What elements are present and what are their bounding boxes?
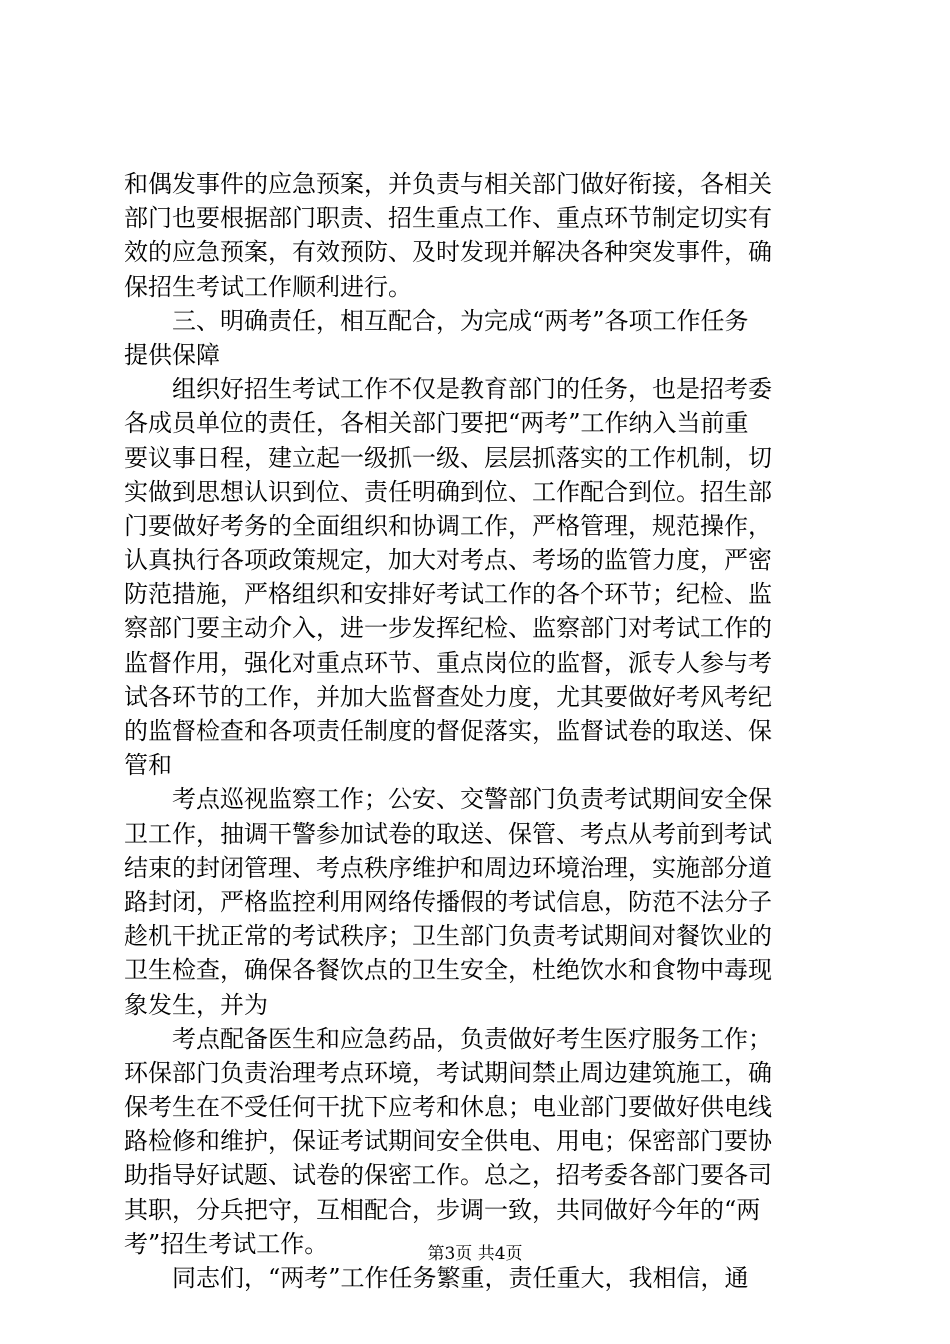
text-line: 保招生考试工作顺利进行。 xyxy=(124,272,412,301)
text-line: 监督作用，强化对重点环节、重点岗位的监督，派专人参与考 xyxy=(124,648,772,677)
text-line: 路封闭，严格监控利用网络传播假的考试信息，防范不法分子 xyxy=(124,887,772,916)
text-line: 认真执行各项政策规定，加大对考点、考场的监管力度，严密 xyxy=(124,546,772,575)
section-heading-line: 三、明确责任，相互配合，为完成“两考”各项工作任务 xyxy=(124,306,749,335)
text-line: 组织好招生考试工作不仅是教育部门的任务，也是招考委 xyxy=(124,375,772,404)
text-line: 同志们，“两考”工作任务繁重，责任重大，我相信，通 xyxy=(124,1264,749,1292)
text-line: 和偶发事件的应急预案，并负责与相关部门做好衔接，各相关 xyxy=(124,170,772,198)
text-line: 管和 xyxy=(124,751,172,780)
text-line: 环保部门负责治理考点环境，考试期间禁止周边建筑施工，确 xyxy=(124,1058,772,1087)
section-heading-line: 提供保障 xyxy=(124,340,220,369)
text-line: 考点配备医生和应急药品，负责做好考生医疗服务工作； xyxy=(124,1024,772,1053)
text-line: 助指导好试题、试卷的保密工作。总之，招考委各部门要各司 xyxy=(124,1161,772,1190)
page-footer: 第3页 共4页 xyxy=(427,1244,523,1264)
text-line: 部门也要根据部门职责、招生重点工作、重点环节制定切实有 xyxy=(124,204,772,233)
text-line: 各成员单位的责任，各相关部门要把“两考”工作纳入当前重 xyxy=(124,409,749,438)
text-line: 考”招生考试工作。 xyxy=(124,1229,329,1258)
text-line: 防范措施，严格组织和安排好考试工作的各个环节；纪检、监 xyxy=(124,580,772,609)
text-line: 卫工作，抽调干警参加试卷的取送、保管、考点从考前到考试 xyxy=(124,819,772,848)
text-line: 卫生检查，确保各餐饮点的卫生安全，杜绝饮水和食物中毒现 xyxy=(124,956,772,985)
body-text xyxy=(124,167,830,1295)
text-line: 实做到思想认识到位、责任明确到位、工作配合到位。招生部 xyxy=(124,477,772,506)
text-line: 其职，分兵把守，互相配合，步调一致，共同做好今年的“两 xyxy=(124,1195,761,1224)
text-line: 的监督检查和各项责任制度的督促落实，监督试卷的取送、保 xyxy=(124,717,772,745)
text-line: 结束的封闭管理、考点秩序维护和周边环境治理，实施部分道 xyxy=(124,853,772,882)
text-line: 效的应急预案，有效预防、及时发现并解决各种突发事件，确 xyxy=(124,238,772,267)
text-line: 考点巡视监察工作；公安、交警部门负责考试期间安全保 xyxy=(124,785,772,814)
text-line: 要议事日程，建立起一级抓一级、层层抓落实的工作机制，切 xyxy=(124,443,772,472)
text-line: 试各环节的工作，并加大监督查处力度，尤其要做好考风考纪 xyxy=(124,682,772,711)
text-line: 保考生在不受任何干扰下应考和休息；电业部门要做好供电线 xyxy=(124,1093,772,1122)
text-line: 察部门要主动介入，进一步发挥纪检、监察部门对考试工作的 xyxy=(124,614,772,643)
text-line: 路检修和维护，保证考试期间安全供电、用电；保密部门要协 xyxy=(124,1127,772,1156)
text-line: 象发生，并为 xyxy=(124,990,268,1019)
text-line: 门要做好考务的全面组织和协调工作，严格管理，规范操作， xyxy=(124,511,772,540)
text-line: 趁机干扰正常的考试秩序；卫生部门负责考试期间对餐饮业的 xyxy=(124,922,772,951)
